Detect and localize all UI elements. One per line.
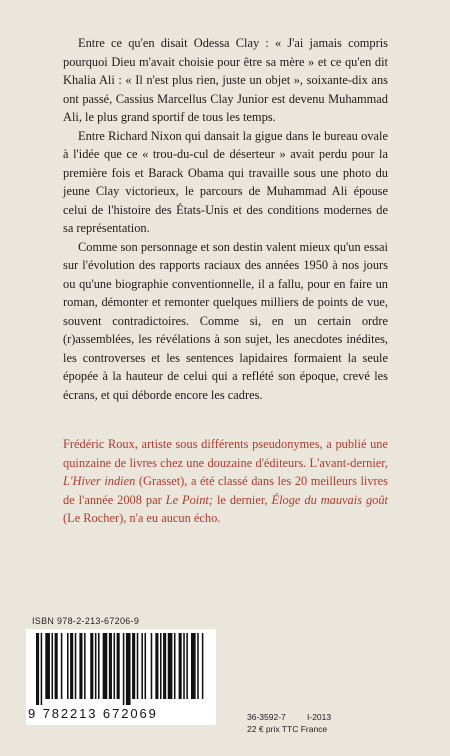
barcode-bar	[75, 633, 77, 699]
barcode-bar	[61, 633, 63, 699]
barcode-bar	[84, 633, 86, 699]
barcode-bar	[114, 633, 116, 699]
back-cover-blurb	[63, 34, 388, 404]
barcode-bar	[145, 633, 147, 699]
barcode-bar	[123, 633, 125, 705]
barcode-bar	[132, 633, 135, 699]
barcode-bar	[186, 633, 188, 699]
print-code: I-2013	[307, 712, 332, 722]
author-bio-text-2: (Grasset), a été classé dans les 20 meilleurs livres de l'année 2008 par	[63, 474, 388, 507]
barcode-bar	[126, 633, 131, 705]
barcode-bar	[52, 633, 54, 699]
author-bio	[63, 435, 388, 528]
magazine-le-point: Le Point;	[165, 492, 214, 507]
barcode-area	[26, 616, 216, 725]
barcode-bar	[197, 633, 199, 699]
barcode-bar	[179, 633, 182, 699]
barcode-bar	[163, 633, 166, 699]
barcode-bar	[202, 633, 204, 699]
price-info	[247, 711, 331, 735]
barcode-bar	[160, 633, 162, 699]
barcode-bar	[41, 633, 43, 705]
isbn-label: ISBN 978-2-213-67206-9	[32, 616, 140, 626]
barcode-digits: 9 782213 672069	[28, 706, 158, 721]
barcode-bar	[109, 633, 112, 699]
price-label: 22 € prix TTC France	[247, 724, 328, 734]
author-bio-text-4: (Le Rocher), n'a eu aucun écho.	[63, 511, 221, 525]
book-title-hiver-indien: L'Hiver indien	[63, 474, 136, 488]
barcode-bar	[174, 633, 176, 699]
barcode-bar	[151, 633, 153, 699]
barcode-bar	[117, 633, 120, 699]
barcode-bar	[137, 633, 139, 699]
barcode-bar	[191, 633, 196, 699]
product-reference: 36-3592-7	[247, 712, 286, 722]
blurb-paragraph-1: Entre ce qu'en disait Odessa Clay : « J'ai jamais compris pourquoi Dieu m'avait choisie pour être sa mère » et ce qu'en dit Khalia Ali : « Il n'est plus rien, juste un objet », soixante-dix ans ont passé, Cassius Marcellus Clay Junior est devenu Muhammad Ali, le plus grand sportif de tous les temps.	[63, 36, 388, 124]
barcode-bar	[67, 633, 69, 699]
barcode-bar	[90, 633, 93, 699]
barcode-bar	[103, 633, 108, 699]
barcode-bar	[36, 633, 39, 705]
barcode-bar	[45, 633, 50, 699]
book-title-eloge: Éloge du mauvais goût	[271, 492, 388, 507]
barcode-bar	[183, 633, 185, 699]
barcode-bar	[55, 633, 58, 699]
barcode-box	[26, 629, 216, 725]
barcode-bar	[141, 633, 143, 699]
author-bio-text-1: Frédéric Roux, artiste sous différents pseudonymes, a publié une quinzaine de livres chez une douzaine d'éditeurs. L'avant-dernier,	[63, 437, 388, 470]
barcode-bar	[168, 633, 173, 699]
blurb-paragraph-3: Comme son personnage et son destin valent mieux qu'un essai sur l'évolution des rapports raciaux des années 1950 à nos jours ou qu'une biographie conventionnelle, il a fallu, pour en faire un roman, démonter et remonter quelques milliers de points de vue, souvent contradictoires. Comme si, en un certain ordre (r)assemblées, les révélations à son sujet, les anecdotes inédites, les controverses et les sentences lapidaires formaient la seule épopée à la hauteur de celui qui a reflété son époque, crevé les écrans, et qui déborde encore les cadres.	[63, 239, 388, 402]
barcode-bar	[155, 633, 158, 699]
author-bio-text-3: le dernier,	[213, 492, 272, 507]
barcode-bars	[36, 633, 208, 705]
barcode-bar	[70, 633, 73, 699]
barcode-bar	[95, 633, 97, 699]
barcode-bar	[98, 633, 100, 699]
blurb-paragraph-2: Entre Richard Nixon qui dansait la gigue dans le bureau ovale à l'idée que ce « trou-du-cul de déserteur » avait perdu pour la première fois et Barack Obama qui travaille sous une photo du jeune Clay victorieux, le parcours de Muhammad Ali épouse celui de l'histoire des États-Unis et des conditions modernes de sa représentation.	[63, 128, 388, 235]
barcode-bar	[79, 633, 82, 699]
